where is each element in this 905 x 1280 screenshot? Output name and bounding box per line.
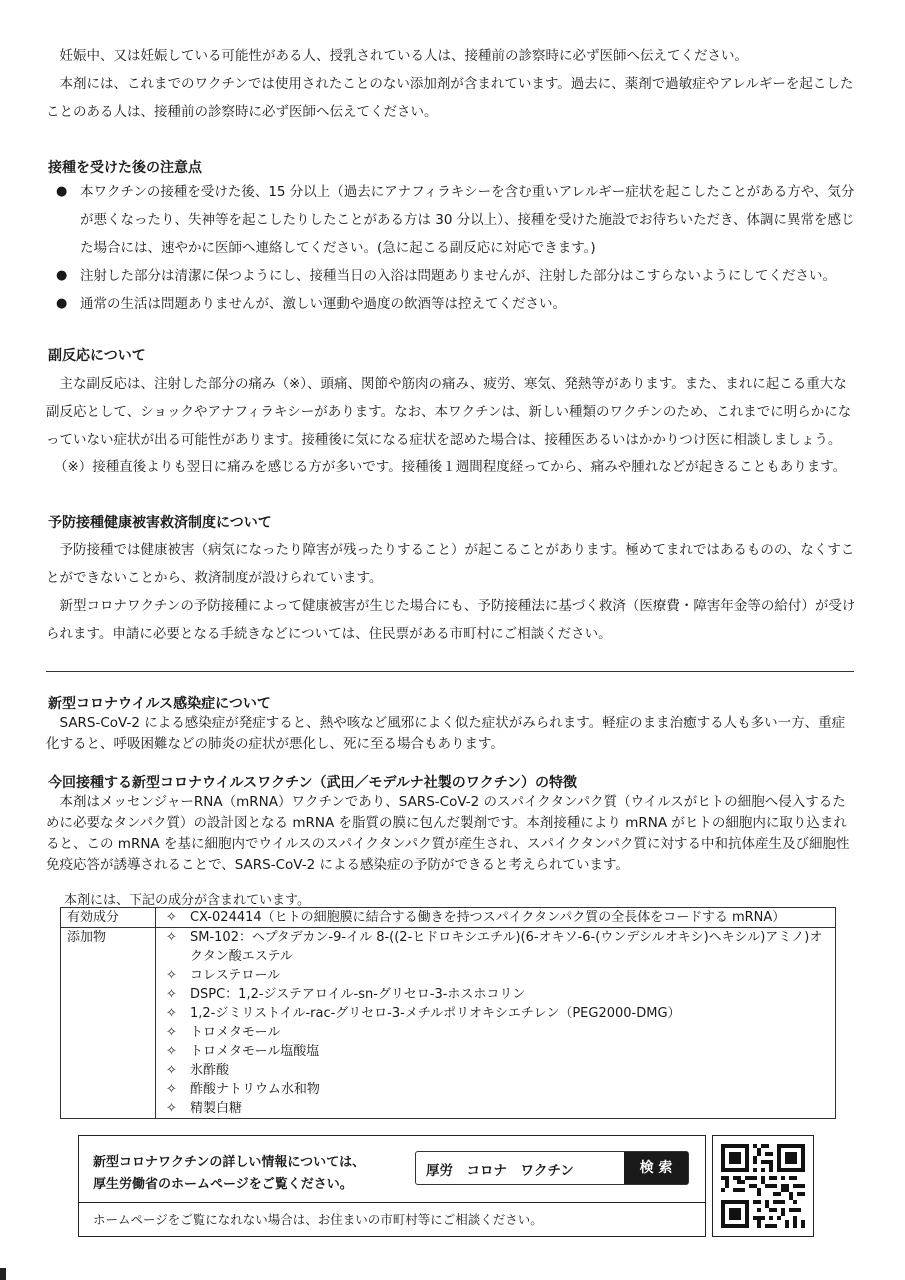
list-item: ✧ CX-024414（ヒトの細胞膜に結合する働きを持つスパイクタンパク質の全長体をコードする mRNA）: [162, 908, 829, 927]
after-vaccination-list: [48, 178, 860, 318]
list-item: ● 注射した部分は清潔に保つようにし、接種当日の入浴は問題ありませんが、注射した部分はこすらないようにしてください。: [48, 262, 860, 290]
side-effects-note: （※）接種直後よりも翌日に痛みを感じる方が多いです。接種後１週間程度経ってから、痛みや腫れなどが起きることもあります。: [54, 459, 847, 475]
ingredients-table: [60, 907, 836, 1119]
table-row: [61, 908, 836, 928]
active-ingredient-label: 有効成分: [61, 908, 156, 928]
relief-paragraph-2: 新型コロナワクチンの予防接種によって健康被害が生じた場合にも、予防接種法に基づく救済（医療費・障害年金等の給付）が受けられます。申請に必要となる手続きなどについては、住民票がある市町村にご相談ください。: [46, 598, 856, 642]
search-button[interactable]: 検 索: [624, 1152, 688, 1184]
qr-code-icon[interactable]: [712, 1135, 814, 1237]
vaccine-paragraph: 本剤はメッセンジャーRNA（mRNA）ワクチンであり、SARS-CoV-2 のスパイクタンパク質（ウイルスがヒトの細胞へ侵入するために必要なタンパク質）の設計図となる mRNA を脂質の膜に包んだ製剤です。本剤接種により mRNA がヒトの細胞内に取り込まれると、この mRNA を基に細胞内でウイルスのスパイクタンパク質が産生され、スパイクタンパク質に対する中和抗体産生及び細胞性免疫応答が誘導されることで、SARS-CoV-2 による感染症の予防ができると考えられています。: [46, 794, 850, 873]
search-query: 厚労 コロナ ワクチン: [426, 1163, 574, 1179]
covid-heading: 新型コロナウイルス感染症について: [48, 696, 271, 712]
list-item: ✧ SM-102：ヘプタデカン-9-イル 8-((2-ヒドロキシエチル)(6-オキソ-6-(ウンデシルオキシ)ヘキシル)アミノ)オクタン酸エステル: [162, 928, 829, 966]
list-item: ✧ コレステロール: [162, 966, 829, 985]
vaccine-heading: 今回接種する新型コロナウイルスワクチン（武田／モデルナ社製のワクチン）の特徴: [48, 775, 578, 791]
side-effects-heading: 副反応について: [48, 348, 146, 364]
side-effects-paragraph: 主な副反応は、注射した部分の痛み（※）、頭痛、関節や筋肉の痛み、疲労、寒気、発熱等があります。また、まれに起こる重大な副反応として、ショックやアナフィラキシーがあります。なお、本ワクチンは、新しい種類のワクチンのため、これまでに明らかになっていない症状が出る可能性があります。接種後に気になる症状を認めた場合は、接種医あるいはかかりつけ医に相談しましょう。: [46, 376, 852, 448]
list-item: ● 本ワクチンの接種を受けた後、15 分以上（過去にアナフィラキシーを含む重いアレルギー症状を起こしたことがある方や、気分が悪くなったり、失神等を起こしたりしたことがある方は 30 分以上）、接種を受けた施設でお待ちいただき、体調に異常を感じた場合には、速やかに医師へ連絡してください。(急に起こる副反応に対応できます。): [48, 178, 860, 262]
list-item: ● 通常の生活は問題ありませんが、激しい運動や過度の飲酒等は控えてください。: [48, 290, 860, 318]
additive-label: 添加物: [61, 928, 156, 1119]
list-item: ✧ 1,2-ジミリストイル-rac-グリセロ-3-メチルポリオキシエチレン（PEG2000-DMG）: [162, 1004, 829, 1023]
search-box[interactable]: [415, 1151, 689, 1185]
section-divider: [46, 671, 854, 672]
info-message: 新型コロナワクチンの詳しい情報については、 厚生労働省のホームページをご覧ください。: [93, 1155, 366, 1192]
pregnancy-paragraph: 妊娠中、又は妊娠している可能性がある人、授乳されている人は、接種前の診察時に必ず医師へ伝えてください。: [59, 48, 748, 64]
edge-mark: [0, 1268, 6, 1280]
relief-paragraph-1: 予防接種では健康被害（病気になったり障害が残ったりすること）が起こることがあります。極めてまれではあるものの、なくすことができないことから、救済制度が設けられています。: [46, 542, 855, 586]
list-item: ✧ DSPC：1,2-ジステアロイル-sn-グリセロ-3-ホスホコリン: [162, 985, 829, 1004]
list-item: ✧ 酢酸ナトリウム水和物: [162, 1080, 829, 1099]
covid-paragraph: SARS-CoV-2 による感染症が発症すると、熱や咳など風邪によく似た症状がみられます。軽症のまま治癒する人も多い一方、重症化すると、呼吸困難などの肺炎の症状が悪化し、死に至る場合もあります。: [46, 715, 846, 752]
info-box: [78, 1135, 706, 1237]
relief-heading: 予防接種健康被害救済制度について: [48, 515, 272, 531]
table-row: [61, 928, 836, 1119]
list-item: ✧ トロメタモール塩酸塩: [162, 1042, 829, 1061]
footer-note: ホームページをご覧になれない場合は、お住まいの市町村等にご相談ください。: [93, 1212, 543, 1227]
after-vaccination-heading: 接種を受けた後の注意点: [48, 160, 202, 176]
list-item: ✧ 精製白糖: [162, 1099, 829, 1118]
ingredients-intro: 本剤には、下記の成分が含まれています。: [64, 893, 310, 908]
additive-warning-paragraph: 本剤には、これまでのワクチンでは使用されたことのない添加剤が含まれています。過去に、薬剤で過敏症やアレルギーを起こしたことのある人は、接種前の診察時に必ず医師へ伝えてください。: [46, 76, 854, 120]
box-divider: [79, 1202, 705, 1203]
list-item: ✧ 氷酢酸: [162, 1061, 829, 1080]
list-item: ✧ トロメタモール: [162, 1023, 829, 1042]
